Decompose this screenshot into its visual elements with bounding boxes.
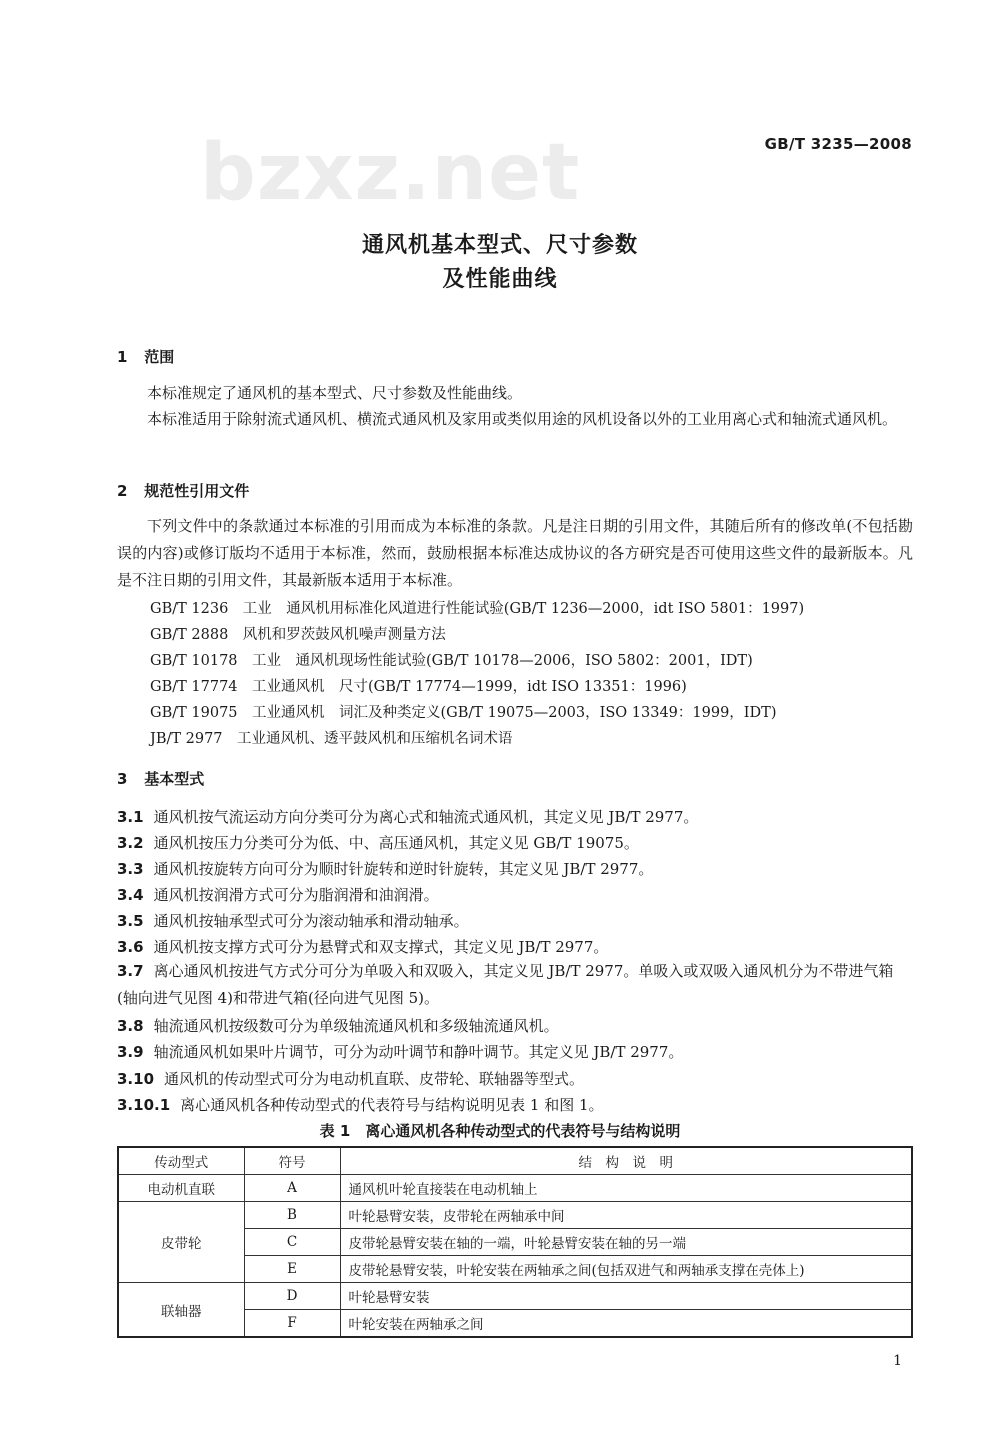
section-heading-normative-references: [117, 480, 249, 501]
description-cell: 皮带轮悬臂安装，叶轮安装在两轴承之间(包括双进气和两轴承支撑在壳体上): [340, 1256, 912, 1283]
table-caption: 表 1 离心通风机各种传动型式的代表符号与结构说明: [319, 1122, 681, 1140]
reference-item: GB/T 1236 工业 通风机用标准化风道进行性能试验(GB/T 1236—2000，idt ISO 5801：1997): [150, 601, 805, 617]
transmission-type-cell: 电动机直联: [118, 1175, 244, 1202]
clause-number: 3.5: [117, 912, 144, 930]
clause-text: 通风机的传动型式可分为电动机直联、皮带轮、联轴器等型式。: [164, 1070, 585, 1088]
clause-text: 通风机按润滑方式可分为脂润滑和油润滑。: [153, 886, 439, 904]
clause-text: 通风机按支撑方式可分为悬臂式和双支撑式，其定义见 JB/T 2977。: [153, 938, 609, 956]
clause-number: 3.2: [117, 834, 144, 852]
table-header-row: [118, 1147, 912, 1175]
document-title-line2: 及性能曲线: [442, 267, 558, 292]
description-cell: 通风机叶轮直接装在电动机轴上: [340, 1175, 912, 1202]
clause-item: [117, 1015, 559, 1036]
clause-text: 离心通风机各种传动型式的代表符号与结构说明见表 1 和图 1。: [180, 1096, 604, 1114]
clause-number: 3.10: [117, 1070, 155, 1088]
reference-item: GB/T 19075 工业通风机 词汇及种类定义(GB/T 19075—2003，ISO 13349：1999，IDT): [150, 705, 777, 721]
clause-text: 通风机按气流运动方向分类可分为离心式和轴流式通风机，其定义见 JB/T 2977。: [153, 808, 699, 826]
table-header-cell: 传动型式: [118, 1147, 244, 1175]
clause-number: 3.1: [117, 808, 144, 826]
clause-number: 3.6: [117, 938, 144, 956]
clause-text: 通风机按压力分类可分为低、中、高压通风机，其定义见 GB/T 19075。: [153, 834, 639, 852]
clause-number: 3.7: [117, 962, 144, 980]
description-cell: 皮带轮悬臂安装在轴的一端，叶轮悬臂安装在轴的另一端: [340, 1229, 912, 1256]
clause-text: 轴流通风机按级数可分为单级轴流通风机和多级轴流通风机。: [153, 1017, 559, 1035]
clause-text: 离心通风机按进气方式分可分为单吸入和双吸入，其定义见 JB/T 2977。单吸入或双吸入通风机分为不带进气箱(轴向进气见图 4)和带进气箱(径向进气见图 5)。: [117, 962, 894, 1007]
clause-item: [117, 858, 653, 879]
table-row: [118, 1175, 912, 1202]
symbol-cell: B: [244, 1202, 340, 1229]
clause-number: 3.10.1: [117, 1096, 171, 1114]
reference-item: JB/T 2977 工业通风机、透平鼓风机和压缩机名词术语: [150, 731, 513, 747]
section-title: 基本型式: [144, 770, 205, 788]
clause-item: [117, 936, 608, 957]
table-header-cell: 符号: [244, 1147, 340, 1175]
transmission-type-cell: 皮带轮: [118, 1202, 244, 1283]
transmission-type-table: [117, 1146, 913, 1338]
clause-item: [117, 910, 469, 931]
description-cell: 叶轮悬臂安装，皮带轮在两轴承中间: [340, 1202, 912, 1229]
table-header-cell: 结 构 说 明: [340, 1147, 912, 1175]
clause-text: 通风机按旋转方向可分为顺时针旋转和逆时针旋转，其定义见 JB/T 2977。: [153, 860, 654, 878]
reference-item: GB/T 10178 工业 通风机现场性能试验(GB/T 10178—2006，ISO 5802：2001，IDT): [150, 653, 753, 669]
symbol-cell: F: [244, 1310, 340, 1338]
section-number: 3: [117, 770, 128, 788]
section-number: 1: [117, 348, 128, 366]
clause-item: [117, 1094, 604, 1115]
clause-number: 3.8: [117, 1017, 144, 1035]
reference-item: GB/T 17774 工业通风机 尺寸(GB/T 17774—1999，idt ISO 13351：1996): [150, 679, 687, 695]
section-number: 2: [117, 482, 128, 500]
clause-number: 3.3: [117, 860, 144, 878]
references-intro-paragraph: 下列文件中的条款通过本标准的引用而成为本标准的条款。凡是注日期的引用文件，其随后所有的修改单(不包括勘误的内容)或修订版均不适用于本标准，然而，鼓励根据本标准达成协议的各方研究是否可使用这些文件的最新版本。凡是不注日期的引用文件，其最新版本适用于本标准。: [117, 517, 913, 589]
scope-paragraph-1: 本标准规定了通风机的基本型式、尺寸参数及性能曲线。: [147, 384, 523, 402]
clause-number: 3.9: [117, 1043, 144, 1061]
clause-item: [117, 832, 639, 853]
clause-item: [117, 806, 698, 827]
symbol-cell: D: [244, 1283, 340, 1310]
reference-item: GB/T 2888 风机和罗茨鼓风机噪声测量方法: [150, 627, 446, 643]
description-cell: 叶轮悬臂安装: [340, 1283, 912, 1310]
clause-item: [117, 1068, 584, 1089]
clause-item: [117, 884, 439, 905]
page-number: 1: [893, 1353, 902, 1369]
standard-number: GB/T 3235—2008: [764, 135, 912, 153]
symbol-cell: A: [244, 1175, 340, 1202]
clause-item: [117, 1041, 683, 1062]
watermark: bzxz.net: [200, 128, 581, 218]
clause-text: 轴流通风机如果叶片调节，可分为动叶调节和静叶调节。其定义见 JB/T 2977。: [153, 1043, 684, 1061]
transmission-type-cell: 联轴器: [118, 1283, 244, 1338]
symbol-cell: C: [244, 1229, 340, 1256]
document-title-line1: 通风机基本型式、尺寸参数: [361, 233, 638, 258]
section-title: 规范性引用文件: [144, 482, 250, 500]
table-row: [118, 1283, 912, 1310]
description-cell: 叶轮安装在两轴承之间: [340, 1310, 912, 1338]
section-heading-scope: [117, 346, 174, 367]
section-heading-basic-types: [117, 768, 204, 789]
section-title: 范围: [144, 348, 175, 366]
clause-item: [117, 958, 913, 1012]
clause-text: 通风机按轴承型式可分为滚动轴承和滑动轴承。: [153, 912, 469, 930]
symbol-cell: E: [244, 1256, 340, 1283]
clause-number: 3.4: [117, 886, 144, 904]
table-row: [118, 1202, 912, 1229]
scope-paragraph-2: 本标准适用于除射流式通风机、横流式通风机及家用或类似用途的风机设备以外的工业用离心式和轴流式通风机。: [147, 410, 898, 428]
